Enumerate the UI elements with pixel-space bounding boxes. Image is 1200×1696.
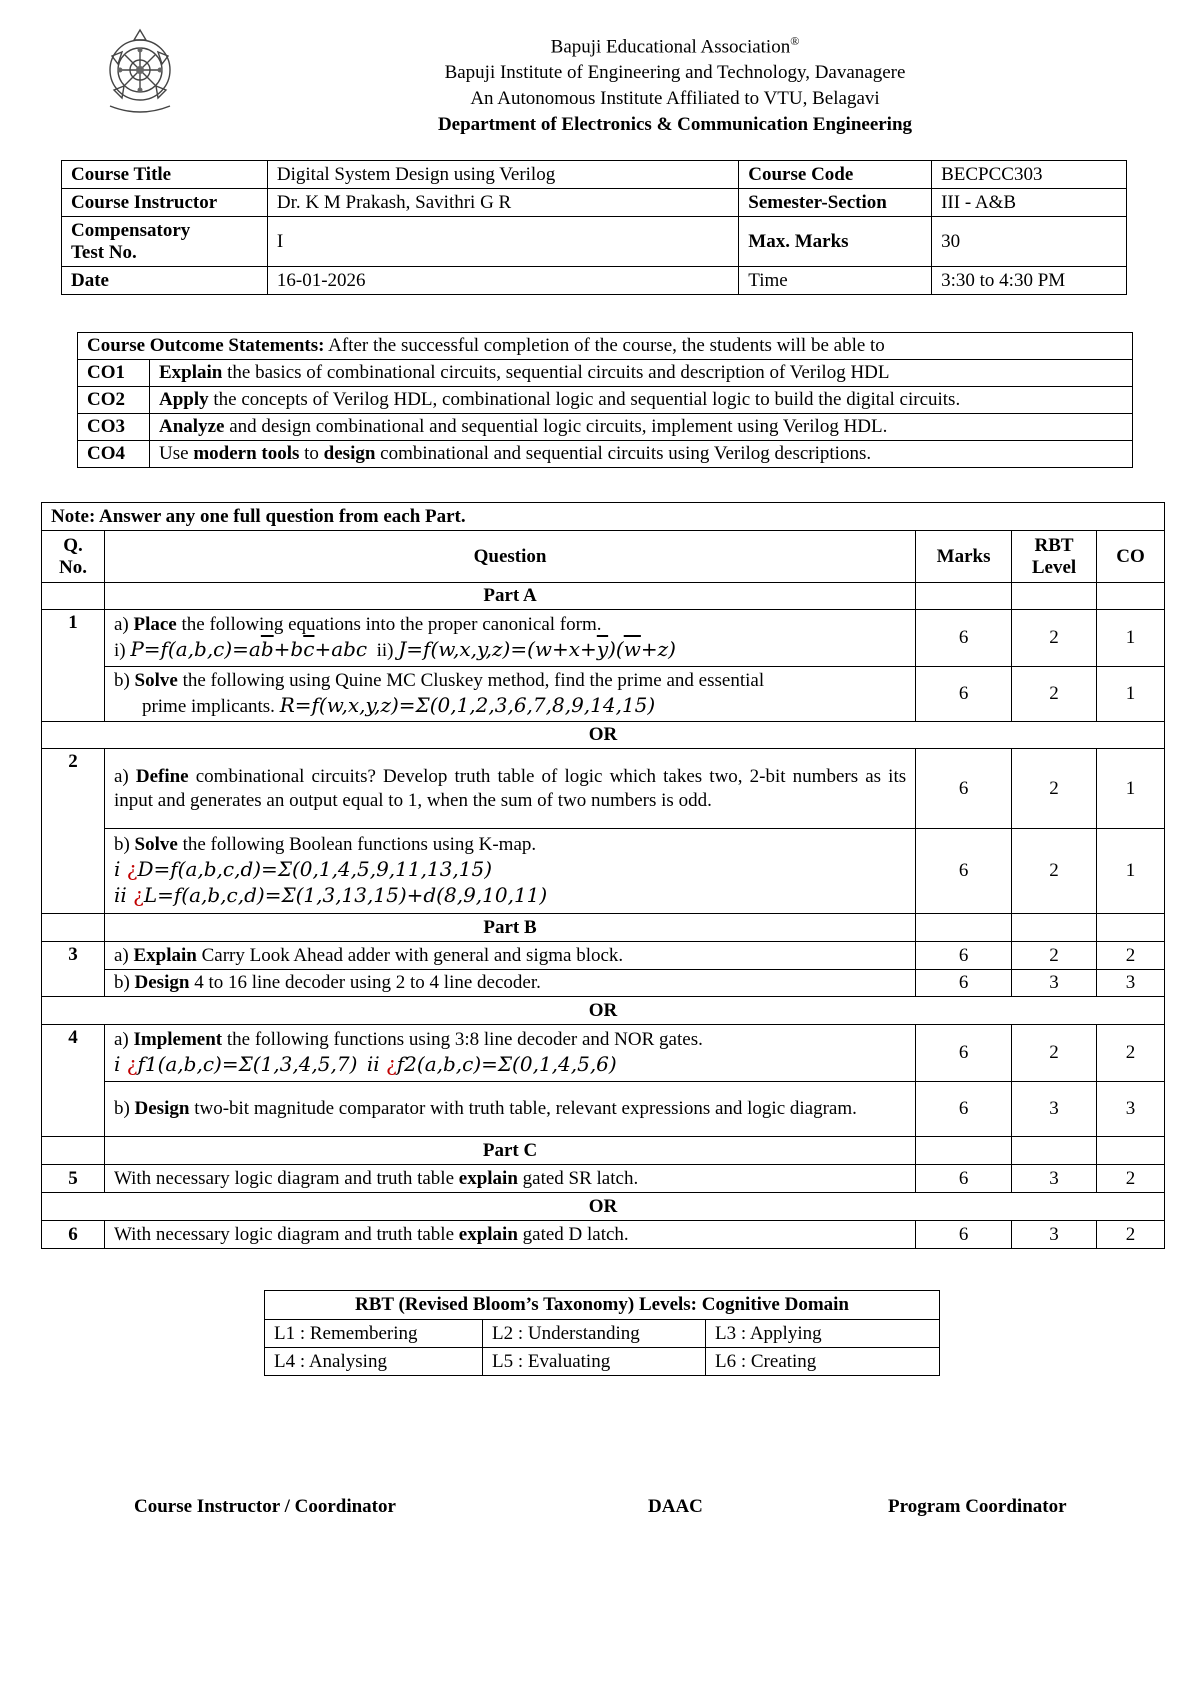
col-rbt-header: RBT Level [1012, 531, 1097, 583]
marks: 6 [916, 1165, 1012, 1193]
rbt-level-item: L4 : Analysing [265, 1348, 483, 1376]
outcomes-heading: Course Outcome Statements: After the successful completion of the course, the students will be able to [78, 333, 1133, 360]
date: 16-01-2026 [267, 267, 738, 295]
rbt-level: 2 [1012, 942, 1097, 970]
time: 3:30 to 4:30 PM [932, 267, 1127, 295]
marks: 6 [916, 749, 1012, 829]
co-statement: Explain the basics of combinational circuits, sequential circuits and description of Verilog HDL [150, 360, 1133, 387]
co-statement: Use modern tools to design combinational and sequential circuits using Verilog descriptions. [150, 441, 1133, 468]
or-divider: OR [42, 722, 1165, 749]
department-name: Department of Electronics & Communication Engineering [437, 114, 913, 136]
test-no-label: Compensatory Test No. [62, 217, 268, 267]
affiliation-line: An Autonomous Institute Affiliated to VTU, Belagavi [470, 88, 880, 110]
marks: 6 [916, 1082, 1012, 1137]
course-title: Digital System Design using Verilog [267, 161, 738, 189]
signature-daac: DAAC [648, 1496, 703, 1517]
or-divider: OR [42, 1193, 1165, 1221]
question-row [42, 829, 1165, 914]
marks: 6 [916, 1221, 1012, 1249]
question-number: 1 [42, 610, 105, 722]
co: 3 [1097, 970, 1165, 997]
col-question-header: Question [104, 531, 915, 583]
co: 2 [1097, 942, 1165, 970]
question-row [42, 1221, 1165, 1249]
max-marks: 30 [932, 217, 1127, 267]
part-b-heading: Part B [104, 914, 915, 942]
institute-name: Bapuji Institute of Engineering and Technology, Davanagere [444, 62, 906, 84]
question-6: With necessary logic diagram and truth table explain gated D latch. [104, 1221, 915, 1249]
signature-course-instructor: Course Instructor / Coordinator [134, 1496, 396, 1517]
rbt-title: RBT (Revised Bloom’s Taxonomy) Levels: Cognitive Domain [265, 1291, 940, 1320]
question-1a: a) Place the following equations into the proper canonical form. i) $P=f(a,b,c)=a\overline{b}+b\overline{c}+abc$ ii) $J=f(w,x,y,z)=(w+x+\overline{y})(\overline{w}+z)$ [104, 610, 915, 667]
instructor-label: Course Instructor [62, 189, 268, 217]
max-marks-label: Max. Marks [739, 217, 932, 267]
co-statement: Apply the concepts of Verilog HDL, combinational logic and sequential logic to build the digital circuits. [150, 387, 1133, 414]
instructor: Dr. K M Prakash, Savithri G R [267, 189, 738, 217]
question-number: 3 [42, 942, 105, 997]
question-number: 6 [42, 1221, 105, 1249]
question-1b: b) Solve the following using Quine MC Cluskey method, find the prime and essential prime implicants. R=f(w,x,y,z)=Σ(0,1,2,3,6,7,8,9,14,15) [104, 667, 915, 722]
or-divider: OR [42, 997, 1165, 1025]
question-4b: b) Design two-bit magnitude comparator with truth table, relevant expressions and logic diagram. [104, 1082, 915, 1137]
rbt-level-item: L5 : Evaluating [483, 1348, 706, 1376]
rbt-level: 3 [1012, 1221, 1097, 1249]
question-2a: a) Define combinational circuits? Develop truth table of logic which takes two, 2-bit numbers as its input and generates an output equal to 1, when the sum of two numbers is odd. [104, 749, 915, 829]
marks: 6 [916, 829, 1012, 914]
question-row [42, 667, 1165, 722]
rbt-level: 2 [1012, 667, 1097, 722]
rbt-level: 3 [1012, 970, 1097, 997]
co-code: CO3 [78, 414, 150, 441]
question-row [42, 970, 1165, 997]
question-5: With necessary logic diagram and truth table explain gated SR latch. [104, 1165, 915, 1193]
co: 1 [1097, 667, 1165, 722]
part-a-heading: Part A [104, 583, 915, 610]
question-number: 2 [42, 749, 105, 914]
question-row [42, 1165, 1165, 1193]
question-row [42, 1082, 1165, 1137]
co-code: CO4 [78, 441, 150, 468]
question-number: 5 [42, 1165, 105, 1193]
question-number: 4 [42, 1025, 105, 1137]
association-name: Bapuji Educational Association® [550, 34, 800, 58]
rbt-level: 2 [1012, 749, 1097, 829]
co: 3 [1097, 1082, 1165, 1137]
semester: III - A&B [932, 189, 1127, 217]
course-info-table [61, 160, 1127, 295]
rbt-levels-table [264, 1290, 940, 1376]
course-code: BECPCC303 [932, 161, 1127, 189]
co-code: CO1 [78, 360, 150, 387]
question-row [42, 610, 1165, 667]
rbt-level-item: L6 : Creating [706, 1348, 940, 1376]
questions-table [41, 502, 1165, 1249]
co-statement: Analyze and design combinational and sequential logic circuits, implement using Verilog HDL. [150, 414, 1133, 441]
date-label: Date [62, 267, 268, 295]
rbt-level: 3 [1012, 1082, 1097, 1137]
course-code-label: Course Code [739, 161, 932, 189]
col-co-header: CO [1097, 531, 1165, 583]
co: 2 [1097, 1165, 1165, 1193]
rbt-level-item: L1 : Remembering [265, 1320, 483, 1348]
marks: 6 [916, 667, 1012, 722]
co: 2 [1097, 1025, 1165, 1082]
rbt-level-item: L3 : Applying [706, 1320, 940, 1348]
marks: 6 [916, 970, 1012, 997]
marks: 6 [916, 610, 1012, 667]
co: 1 [1097, 749, 1165, 829]
course-title-label: Course Title [62, 161, 268, 189]
rbt-level: 2 [1012, 829, 1097, 914]
question-row [42, 942, 1165, 970]
co: 1 [1097, 610, 1165, 667]
course-outcomes-table [77, 332, 1133, 468]
co: 2 [1097, 1221, 1165, 1249]
rbt-level: 3 [1012, 1165, 1097, 1193]
part-c-heading: Part C [104, 1137, 915, 1165]
test-no: I [267, 217, 738, 267]
semester-label: Semester-Section [739, 189, 932, 217]
question-3a: a) Explain Carry Look Ahead adder with general and sigma block. [104, 942, 915, 970]
rbt-level: 2 [1012, 610, 1097, 667]
marks: 6 [916, 942, 1012, 970]
page-header [0, 28, 1200, 138]
question-3b: b) Design 4 to 16 line decoder using 2 to 4 line decoder. [104, 970, 915, 997]
co: 1 [1097, 829, 1165, 914]
col-marks-header: Marks [916, 531, 1012, 583]
co-code: CO2 [78, 387, 150, 414]
marks: 6 [916, 1025, 1012, 1082]
rbt-level: 2 [1012, 1025, 1097, 1082]
instructions-note: Note: Answer any one full question from each Part. [42, 503, 1165, 531]
question-row [42, 749, 1165, 829]
col-qno-header: Q. No. [42, 531, 105, 583]
question-2b: b) Solve the following Boolean functions using K-map. i ¿D=f(a,b,c,d)=Σ(0,1,4,5,9,11,13,15) ii ¿L=f(a,b,c,d)=Σ(1,3,13,15)+d(8,9,10,11) [104, 829, 915, 914]
question-row [42, 1025, 1165, 1082]
time-label: Time [739, 267, 932, 295]
rbt-level-item: L2 : Understanding [483, 1320, 706, 1348]
signature-program-coordinator: Program Coordinator [888, 1496, 1067, 1517]
question-4a: a) Implement the following functions using 3:8 line decoder and NOR gates. i ¿f1(a,b,c)=Σ(1,3,4,5,7) ii ¿f2(a,b,c)=Σ(0,1,4,5,6) [104, 1025, 915, 1082]
